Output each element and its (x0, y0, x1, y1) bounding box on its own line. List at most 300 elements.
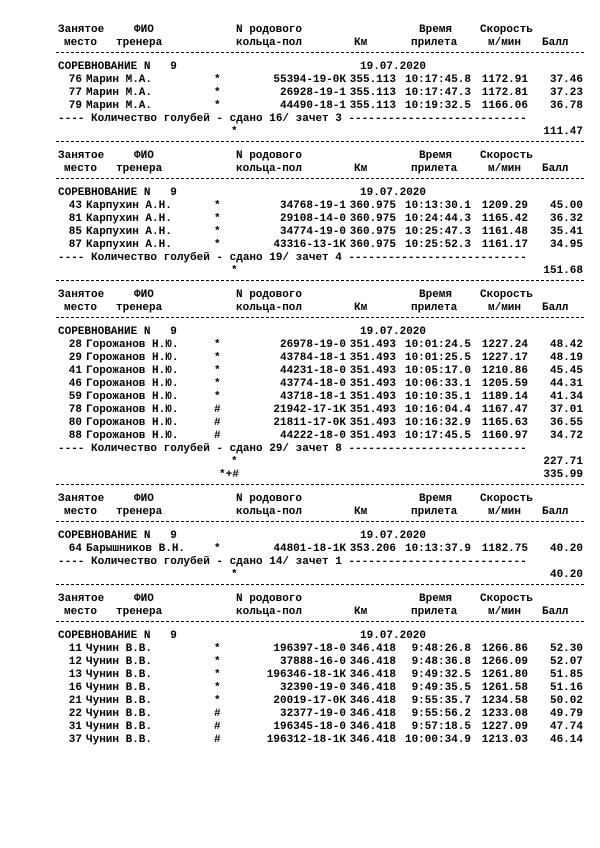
trainer-name-cell: Карпухин А.Н. (86, 239, 172, 251)
speed-cell: 1205.59 (481, 378, 528, 390)
mark-cell: # (214, 430, 221, 442)
speed-cell: 1209.29 (481, 200, 528, 212)
total-value: 111.47 (543, 126, 583, 138)
trainer-name-cell: Горожанов Н.Ю. (86, 365, 179, 377)
divider (56, 139, 584, 144)
ring-cell: 32377-19-0 (279, 708, 346, 720)
km-cell: 346.418 (349, 682, 396, 694)
time-cell: 10:01:25.5 (404, 352, 471, 364)
competition-date: 19.07.2020 (360, 61, 427, 73)
speed-cell: 1210.86 (481, 365, 528, 377)
mark-cell: * (214, 352, 221, 364)
total-mark: * (231, 126, 238, 138)
competition-line (56, 187, 584, 200)
summary-text: ---- Количество голубей - сдано 29/ зачет 8 --------------------------- (58, 443, 527, 455)
trainer-name-cell: Чунин В.В. (86, 721, 153, 733)
summary-text: ---- Количество голубей - сдано 19/ зачет 4 --------------------------- (58, 252, 527, 264)
time-cell: 10:19:32.5 (404, 100, 471, 112)
score-cell: 49.79 (549, 708, 583, 720)
time-cell: 9:48:36.8 (411, 656, 471, 668)
result-row (56, 734, 584, 747)
result-row (56, 708, 584, 721)
header-ring-2: кольца-пол (236, 506, 303, 518)
score-cell: 36.78 (549, 100, 583, 112)
header-name: ФИО (134, 493, 154, 505)
header-place: Занятое (58, 593, 105, 605)
header-ring: N родового (236, 289, 303, 301)
header-name-2: тренера (116, 163, 163, 175)
header-km: Км (354, 37, 368, 49)
ring-cell: 29108-14-0 (279, 213, 346, 225)
total-line (56, 569, 584, 582)
score-cell: 37.01 (549, 404, 583, 416)
time-cell: 10:16:04.4 (404, 404, 471, 416)
summary-line (56, 113, 584, 126)
mark-cell: # (214, 417, 221, 429)
header-speed: Скорость (480, 593, 533, 605)
km-cell: 360.975 (349, 226, 396, 238)
header-ring: N родового (236, 493, 303, 505)
place-cell: 16 (68, 682, 82, 694)
header-km: Км (354, 302, 368, 314)
km-cell: 346.418 (349, 721, 396, 733)
speed-cell: 1165.63 (481, 417, 528, 429)
header-line-1 (56, 150, 584, 163)
divider (56, 482, 584, 487)
speed-cell: 1261.80 (481, 669, 528, 681)
speed-cell: 1182.75 (481, 543, 528, 555)
trainer-name-cell: Горожанов Н.Ю. (86, 352, 179, 364)
score-cell: 36.55 (549, 417, 583, 429)
trainer-block (56, 593, 584, 747)
mark-cell: * (214, 87, 221, 99)
header-line-2 (56, 37, 584, 50)
km-cell: 351.493 (349, 391, 396, 403)
header-ring-2: кольца-пол (236, 37, 303, 49)
ring-cell: 44231-18-0 (279, 365, 346, 377)
ring-cell: 26978-19-0 (279, 339, 346, 351)
place-cell: 88 (68, 430, 82, 442)
speed-cell: 1227.24 (481, 339, 528, 351)
header-place: Занятое (58, 493, 105, 505)
ring-cell: 44801-18-1К (273, 543, 346, 555)
trainer-name-cell: Горожанов Н.Ю. (86, 339, 179, 351)
time-cell: 10:17:47.3 (404, 87, 471, 99)
header-line-1 (56, 289, 584, 302)
km-cell: 351.493 (349, 352, 396, 364)
score-cell: 51.85 (549, 669, 583, 681)
place-cell: 28 (68, 339, 82, 351)
header-speed-2: м/мин (488, 606, 522, 618)
header-time-2: прилета (411, 606, 458, 618)
place-cell: 77 (68, 87, 82, 99)
score-cell: 41.34 (549, 391, 583, 403)
time-cell: 9:57:18.5 (411, 721, 471, 733)
header-time: Время (419, 593, 453, 605)
place-cell: 87 (68, 239, 82, 251)
header-place-2: место (64, 163, 98, 175)
mark-cell: # (214, 721, 221, 733)
mark-cell: # (214, 708, 221, 720)
header-name-2: тренера (116, 302, 163, 314)
speed-cell: 1233.08 (481, 708, 528, 720)
place-cell: 37 (68, 734, 82, 746)
score-cell: 45.45 (549, 365, 583, 377)
ring-cell: 37888-16-0 (279, 656, 346, 668)
divider (56, 519, 584, 524)
header-time-2: прилета (411, 302, 458, 314)
mark-cell: * (214, 378, 221, 390)
total-value: 335.99 (543, 469, 583, 481)
result-row (56, 391, 584, 404)
km-cell: 351.493 (349, 430, 396, 442)
trainer-name-cell: Горожанов Н.Ю. (86, 430, 179, 442)
header-place-2: место (64, 37, 98, 49)
place-cell: 12 (68, 656, 82, 668)
km-cell: 351.493 (349, 404, 396, 416)
header-line-1 (56, 593, 584, 606)
header-place-2: место (64, 506, 98, 518)
score-cell: 40.20 (549, 543, 583, 555)
result-row (56, 643, 584, 656)
header-name: ФИО (134, 289, 154, 301)
trainer-name-cell: Горожанов Н.Ю. (86, 378, 179, 390)
results-document (56, 0, 584, 747)
ring-cell: 44490-18-1 (279, 100, 346, 112)
ring-cell: 43316-13-1К (273, 239, 346, 251)
ring-cell: 26928-19-1 (279, 87, 346, 99)
mark-cell: * (214, 695, 221, 707)
header-place-2: место (64, 606, 98, 618)
ring-cell: 43774-18-0 (279, 378, 346, 390)
result-row (56, 239, 584, 252)
header-speed: Скорость (480, 493, 533, 505)
competition-line (56, 630, 584, 643)
time-cell: 9:55:35.7 (411, 695, 471, 707)
km-cell: 346.418 (349, 643, 396, 655)
header-ring-2: кольца-пол (236, 163, 303, 175)
time-cell: 9:49:32.5 (411, 669, 471, 681)
header-ring: N родового (236, 150, 303, 162)
header-name-2: тренера (116, 606, 163, 618)
result-row (56, 543, 584, 556)
km-cell: 346.418 (349, 656, 396, 668)
divider (56, 278, 584, 283)
total-line (56, 126, 584, 139)
mark-cell: * (214, 365, 221, 377)
score-cell: 46.14 (549, 734, 583, 746)
result-row (56, 721, 584, 734)
result-row (56, 100, 584, 113)
ring-cell: 34768-19-1 (279, 200, 346, 212)
trainer-name-cell: Горожанов Н.Ю. (86, 391, 179, 403)
competition-date: 19.07.2020 (360, 630, 427, 642)
km-cell: 360.975 (349, 213, 396, 225)
header-time: Время (419, 289, 453, 301)
header-name: ФИО (134, 593, 154, 605)
header-place: Занятое (58, 24, 105, 36)
place-cell: 76 (68, 74, 82, 86)
mark-cell: * (214, 643, 221, 655)
km-cell: 353.206 (349, 543, 396, 555)
ring-cell: 34774-19-0 (279, 226, 346, 238)
place-cell: 85 (68, 226, 82, 238)
header-time: Время (419, 493, 453, 505)
header-speed: Скорость (480, 150, 533, 162)
speed-cell: 1266.86 (481, 643, 528, 655)
place-cell: 79 (68, 100, 82, 112)
divider (56, 176, 584, 181)
result-row (56, 404, 584, 417)
time-cell: 10:25:52.3 (404, 239, 471, 251)
header-speed: Скорость (480, 24, 533, 36)
speed-cell: 1166.06 (481, 100, 528, 112)
header-line-2 (56, 506, 584, 519)
header-km: Км (354, 506, 368, 518)
result-row (56, 669, 584, 682)
time-cell: 10:25:47.3 (404, 226, 471, 238)
trainer-block (56, 289, 584, 493)
mark-cell: * (214, 669, 221, 681)
km-cell: 346.418 (349, 734, 396, 746)
total-value: 151.68 (543, 265, 583, 277)
trainer-name-cell: Чунин В.В. (86, 643, 153, 655)
trainer-name-cell: Марин М.А. (86, 74, 153, 86)
total-value: 40.20 (549, 569, 583, 581)
mark-cell: # (214, 404, 221, 416)
total-value: 227.71 (543, 456, 583, 468)
ring-cell: 55394-19-0К (273, 74, 346, 86)
competition-title: СОРЕВНОВАНИЕ N 9 (58, 187, 177, 199)
place-cell: 78 (68, 404, 82, 416)
header-speed-2: м/мин (488, 302, 522, 314)
trainer-name-cell: Марин М.А. (86, 87, 153, 99)
divider (56, 315, 584, 320)
header-score: Балл (542, 506, 569, 518)
header-score: Балл (542, 606, 569, 618)
header-line-1 (56, 493, 584, 506)
divider (56, 50, 584, 55)
trainer-name-cell: Барышников В.Н. (86, 543, 186, 555)
summary-line (56, 443, 584, 456)
result-row (56, 656, 584, 669)
header-score: Балл (542, 302, 569, 314)
result-row (56, 695, 584, 708)
competition-title: СОРЕВНОВАНИЕ N 9 (58, 326, 177, 338)
header-speed-2: м/мин (488, 163, 522, 175)
place-cell: 81 (68, 213, 82, 225)
header-line-2 (56, 302, 584, 315)
place-cell: 29 (68, 352, 82, 364)
score-cell: 36.32 (549, 213, 583, 225)
km-cell: 346.418 (349, 708, 396, 720)
total-mark: *+# (219, 469, 239, 481)
km-cell: 355.113 (349, 74, 396, 86)
km-cell: 355.113 (349, 100, 396, 112)
competition-date: 19.07.2020 (360, 530, 427, 542)
trainer-name-cell: Марин М.А. (86, 100, 153, 112)
summary-text: ---- Количество голубей - сдано 16/ зачет 3 --------------------------- (58, 113, 527, 125)
header-ring-2: кольца-пол (236, 606, 303, 618)
header-speed-2: м/мин (488, 37, 522, 49)
competition-line (56, 530, 584, 543)
total-line (56, 265, 584, 278)
ring-cell: 21942-17-1К (273, 404, 346, 416)
score-cell: 51.16 (549, 682, 583, 694)
ring-cell: 196346-18-1К (266, 669, 346, 681)
header-score: Балл (542, 163, 569, 175)
place-cell: 31 (68, 721, 82, 733)
place-cell: 46 (68, 378, 82, 390)
speed-cell: 1160.97 (481, 430, 528, 442)
header-place-2: место (64, 302, 98, 314)
km-cell: 346.418 (349, 669, 396, 681)
trainer-block (56, 150, 584, 289)
speed-cell: 1227.09 (481, 721, 528, 733)
header-name: ФИО (134, 150, 154, 162)
trainer-name-cell: Чунин В.В. (86, 708, 153, 720)
speed-cell: 1266.09 (481, 656, 528, 668)
km-cell: 360.975 (349, 200, 396, 212)
place-cell: 80 (68, 417, 82, 429)
header-score: Балл (542, 37, 569, 49)
competition-title: СОРЕВНОВАНИЕ N 9 (58, 630, 177, 642)
mark-cell: * (214, 239, 221, 251)
mark-cell: * (214, 100, 221, 112)
km-cell: 351.493 (349, 365, 396, 377)
header-km: Км (354, 163, 368, 175)
header-place: Занятое (58, 289, 105, 301)
competition-line (56, 326, 584, 339)
mark-cell: * (214, 391, 221, 403)
result-row (56, 213, 584, 226)
time-cell: 9:49:35.5 (411, 682, 471, 694)
time-cell: 10:16:32.9 (404, 417, 471, 429)
summary-text: ---- Количество голубей - сдано 14/ зачет 1 --------------------------- (58, 556, 527, 568)
mark-cell: * (214, 200, 221, 212)
ring-cell: 196345-18-0 (273, 721, 346, 733)
place-cell: 22 (68, 708, 82, 720)
speed-cell: 1213.03 (481, 734, 528, 746)
ring-cell: 43784-18-1 (279, 352, 346, 364)
speed-cell: 1227.17 (481, 352, 528, 364)
trainer-name-cell: Чунин В.В. (86, 734, 153, 746)
speed-cell: 1167.47 (481, 404, 528, 416)
competition-date: 19.07.2020 (360, 187, 427, 199)
score-cell: 52.07 (549, 656, 583, 668)
total-line (56, 456, 584, 469)
speed-cell: 1234.58 (481, 695, 528, 707)
mark-cell: * (214, 656, 221, 668)
header-km: Км (354, 606, 368, 618)
place-cell: 13 (68, 669, 82, 681)
header-speed: Скорость (480, 289, 533, 301)
trainer-block (56, 493, 584, 593)
score-cell: 50.02 (549, 695, 583, 707)
time-cell: 10:01:24.5 (404, 339, 471, 351)
result-row (56, 430, 584, 443)
header-time: Время (419, 150, 453, 162)
trainer-block (56, 24, 584, 150)
result-row (56, 365, 584, 378)
mark-cell: * (214, 213, 221, 225)
competition-line (56, 61, 584, 74)
divider (56, 582, 584, 587)
header-speed-2: м/мин (488, 506, 522, 518)
score-cell: 37.23 (549, 87, 583, 99)
score-cell: 52.30 (549, 643, 583, 655)
mark-cell: * (214, 226, 221, 238)
speed-cell: 1189.14 (481, 391, 528, 403)
time-cell: 9:48:26.8 (411, 643, 471, 655)
time-cell: 10:17:45.8 (404, 74, 471, 86)
result-row (56, 352, 584, 365)
trainer-name-cell: Горожанов Н.Ю. (86, 404, 179, 416)
trainer-name-cell: Чунин В.В. (86, 682, 153, 694)
mark-cell: * (214, 682, 221, 694)
time-cell: 10:17:45.5 (404, 430, 471, 442)
summary-line (56, 252, 584, 265)
time-cell: 10:00:34.9 (404, 734, 471, 746)
km-cell: 351.493 (349, 339, 396, 351)
mark-cell: # (214, 734, 221, 746)
speed-cell: 1161.48 (481, 226, 528, 238)
time-cell: 10:24:44.3 (404, 213, 471, 225)
trainer-name-cell: Чунин В.В. (86, 656, 153, 668)
km-cell: 355.113 (349, 87, 396, 99)
time-cell: 10:06:33.1 (404, 378, 471, 390)
ring-cell: 44222-18-0 (279, 430, 346, 442)
result-row (56, 87, 584, 100)
km-cell: 351.493 (349, 378, 396, 390)
header-line-2 (56, 163, 584, 176)
score-cell: 47.74 (549, 721, 583, 733)
result-row (56, 378, 584, 391)
score-cell: 45.00 (549, 200, 583, 212)
summary-line (56, 556, 584, 569)
place-cell: 64 (68, 543, 82, 555)
place-cell: 43 (68, 200, 82, 212)
score-cell: 35.41 (549, 226, 583, 238)
speed-cell: 1261.58 (481, 682, 528, 694)
trainer-name-cell: Карпухин А.Н. (86, 200, 172, 212)
header-place: Занятое (58, 150, 105, 162)
time-cell: 9:55:56.2 (411, 708, 471, 720)
header-name-2: тренера (116, 37, 163, 49)
header-name-2: тренера (116, 506, 163, 518)
header-ring-2: кольца-пол (236, 302, 303, 314)
score-cell: 44.31 (549, 378, 583, 390)
total-line (56, 469, 584, 482)
time-cell: 10:05:17.0 (404, 365, 471, 377)
header-line-2 (56, 606, 584, 619)
competition-title: СОРЕВНОВАНИЕ N 9 (58, 61, 177, 73)
result-row (56, 417, 584, 430)
trainer-name-cell: Чунин В.В. (86, 695, 153, 707)
mark-cell: * (214, 74, 221, 86)
trainer-name-cell: Чунин В.В. (86, 669, 153, 681)
score-cell: 34.72 (549, 430, 583, 442)
place-cell: 21 (68, 695, 82, 707)
header-time-2: прилета (411, 37, 458, 49)
speed-cell: 1165.42 (481, 213, 528, 225)
time-cell: 10:13:37.9 (404, 543, 471, 555)
score-cell: 48.19 (549, 352, 583, 364)
score-cell: 34.95 (549, 239, 583, 251)
score-cell: 48.42 (549, 339, 583, 351)
speed-cell: 1161.17 (481, 239, 528, 251)
km-cell: 351.493 (349, 417, 396, 429)
